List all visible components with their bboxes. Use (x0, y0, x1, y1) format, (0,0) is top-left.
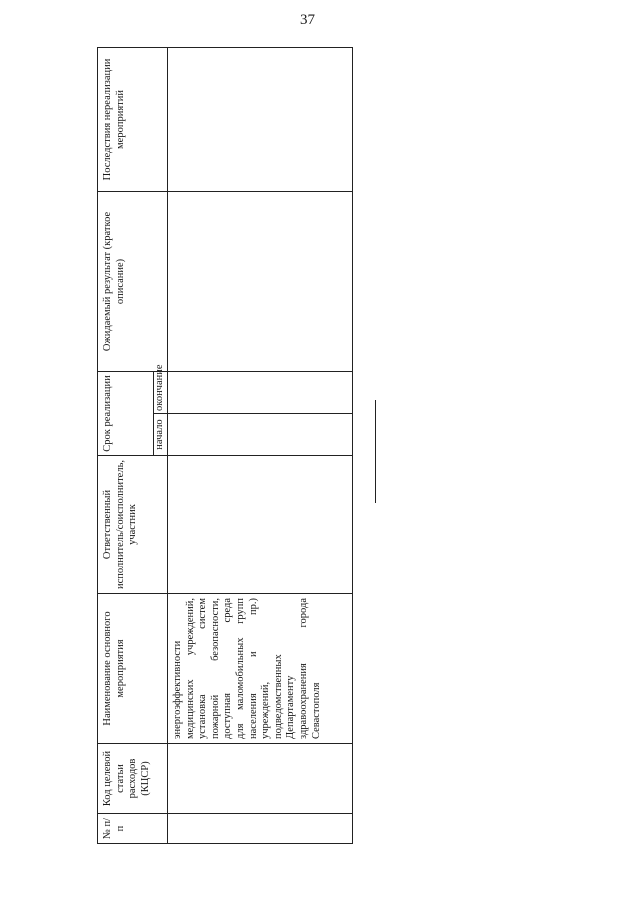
header-period-end: окончание (154, 371, 168, 413)
header-period: Срок реализации (98, 371, 154, 455)
cell-expected (168, 191, 353, 371)
name-line: медицинских учреждений, (184, 598, 196, 739)
page-number: 37 (300, 12, 315, 28)
cell-period-end (168, 371, 353, 413)
name-line: здравоохранения города (297, 598, 309, 739)
name-line: для маломобильных групп (234, 598, 246, 739)
header-expected: Ожидаемый результат (краткое описание) (98, 191, 168, 371)
cell-name (168, 594, 353, 744)
name-line: установка систем (197, 598, 209, 739)
name-line: Департаменту (285, 675, 297, 739)
table-row (168, 47, 353, 843)
header-consequences: Последствия нереализации мероприятий (98, 47, 168, 191)
cell-period-start (168, 414, 353, 456)
table-header-row (98, 47, 154, 843)
measures-table-rotated (97, 48, 347, 844)
header-name: Наименование основного мероприятия (98, 594, 168, 744)
measures-table (97, 47, 353, 844)
name-line: энергоэффективности (172, 640, 183, 739)
signature-line (375, 400, 376, 503)
header-no: № п/п (98, 814, 168, 844)
name-line: учреждений, (260, 681, 272, 739)
cell-kcsr (168, 744, 353, 814)
name-line: доступная среда (222, 598, 234, 739)
header-responsible: Ответственный исполнитель/соисполнитель, участник (98, 456, 168, 594)
cell-consequences (168, 47, 353, 191)
header-kcsr: Код целевой статьи расходов (КЦСР) (98, 744, 168, 814)
cell-no (168, 814, 353, 844)
header-period-start: начало (154, 414, 168, 456)
cell-responsible (168, 456, 353, 594)
name-line: Севастополя (310, 682, 322, 739)
measures-table-wrapper (97, 48, 347, 844)
name-line: пожарной безопасности, (209, 598, 221, 739)
name-line: подведомственных (272, 654, 284, 739)
name-line: населения и пр.) (247, 598, 259, 739)
